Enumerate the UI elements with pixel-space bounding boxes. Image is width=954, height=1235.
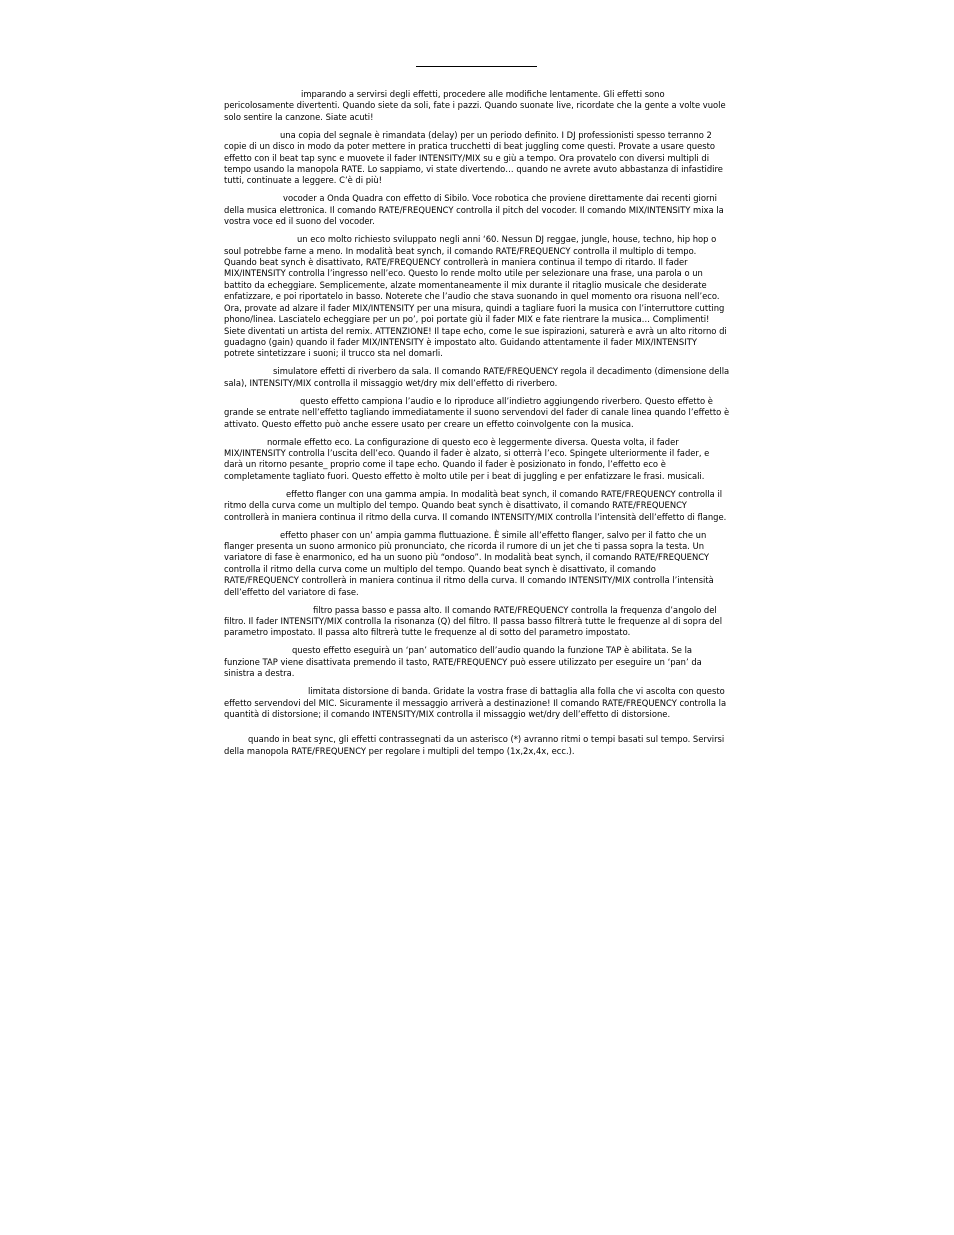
paragraph-delay: una copia del segnale è rimandata (delay) per un periodo definito. I DJ professionisti spesso terranno 2 copie di un disco in modo da poter mettere in pratica trucchetti di beat juggling come questi. Provate a usare questo effetto con il beat tap sync e muovete il fader INTENSITY/MIX su e giù a tempo. Ora provatelo con diversi multipli di tempo usando la manopola RATE. Lo sappiamo, vi state divertendo… quando ne avrete avuto abbastanza di infastidire tutti, continuate a leggere. C’è di più! (224, 129, 723, 186)
document-body (224, 89, 730, 764)
paragraph-phaser: effetto phaser con un’ ampia gamma fluttuazione. È simile all’effetto flanger, salvo per il fatto che un flanger presenta un suono armonico più pronunciato, che ricorda il rumore di un jet che ti passa sopra la testa. Un variatore di fase è enarmonico, ed ha un suono più “ondoso”. In modalità beat synch, il comando RATE/FREQUENCY controlla il ritmo della curva come un multiplo del tempo. Quando beat synch è disattivato, il comando RATE/FREQUENCY controllerà in maniera continua il ritmo della curva. Il comando INTENSITY/MIX controlla l’intensità dell’effetto del variatore di fase. (224, 529, 714, 597)
paragraph-reverse: questo effetto campiona l’audio e lo riproduce all’indietro aggiungendo riverbero. Questo effetto è grande se entrate nell’effetto tagliando immediatamente il suono servendovi del fader di canale linea quando l’effetto è attivato. Questo effetto può anche essere usato per creare un effetto coinvolgente con la musica. (224, 395, 730, 429)
paragraph-reverb: simulatore effetti di riverbero da sala. Il comando RATE/FREQUENCY regola il decadimento (dimensione della sala), INTENSITY/MIX controlla il missaggio wet/dry mix dell’effetto di riverbero. (224, 366, 730, 388)
paragraph-note: quando in beat sync, gli effetti contrassegnati da un asterisco (*) avranno ritmi o tempi basati sul tempo. Servirsi della manopola RATE/FREQUENCY per regolare i multipli del tempo (1x,2x,4x, ecc.). (224, 734, 725, 756)
paragraph-distortion: limitata distorsione di banda. Gridate la vostra frase di battaglia alla folla che vi ascolta con questo effetto servendovi del MIC. Sicuramente il messaggio arriverà a destinazione! Il comando RATE/FREQUENCY controlla la quantità di distorsione; il comando INTENSITY/MIX controlla il missaggio wet/dry dell’effetto di distorsione. (224, 686, 727, 720)
paragraph-filter: filtro passa basso e passa alto. Il comando RATE/FREQUENCY controlla la frequenza d’angolo del filtro. Il fader INTENSITY/MIX controlla la risonanza (Q) del filtro. Il passa basso filtrerà tutte le frequenze al di sopra del parametro impostato. Il passa alto filtrerà tutte le frequenze al di sotto del parametro impostato. (224, 604, 723, 638)
paragraph-vocoder: vocoder a Onda Quadra con effetto di Sibilo. Voce robotica che proviene direttamente dai recenti giorni della musica elettronica. Il comando RATE/FREQUENCY controlla il pitch del vocoder. Il comando MIX/INTENSITY mixa la vostra voce ed il suono del vocoder. (224, 193, 724, 227)
paragraph-intro: imparando a servirsi degli effetti, procedere alle modifiche lentamente. Gli effetti sono pericolosamente divertenti. Quando siete da soli, fate i pazzi. Quando suonate live, ricordate che la gente a volte vuole solo sentire la canzone. Siate acuti! (224, 89, 726, 122)
paragraph-pan: questo effetto eseguirà un ‘pan’ automatico dell’audio quando la funzione TAP è abilitata. Se la funzione TAP viene disattivata premendo il tasto, RATE/FREQUENCY può essere utilizzato per eseguire un ‘pan’ da sinistra a destra. (224, 645, 702, 679)
paragraph-flanger: effetto flanger con una gamma ampia. In modalità beat synch, il comando RATE/FREQUENCY controlla il ritmo della curva come un multiplo del tempo. Quando beat synch è disattivato, il comando RATE/FREQUENCY controllerà in maniera continua il ritmo della curva. Il comando INTENSITY/MIX controlla l’intensità dell’effetto di flange. (224, 488, 727, 522)
paragraph-echo: normale effetto eco. La configurazione di questo eco è leggermente diversa. Questa volta, il fader MIX/INTENSITY controlla l’uscita dell’eco. Quando il fader è alzato, si otterrà l’eco. Spingete ulteriormente il fader, e darà un ritorno pesante_ proprio come il tape echo. Quando il fader è posizionato in fondo, l’effetto eco è completamente tagliato fuori. Questo effetto è molto utile per i beat di juggling e per enfatizzare le frasi. musicali. (224, 436, 710, 481)
top-rule (416, 66, 537, 67)
paragraph-tape-echo: un eco molto richiesto sviluppato negli anni ‘60. Nessun DJ reggae, jungle, house, techno, hip hop o soul potrebbe farne a meno. In modalità beat synch, il comando RATE/FREQUENCY controlla il multiplo di tempo. Quando beat synch è disattivato, RATE/FREQUENCY controllerà in maniera continua il tempo di ritardo. Il fader MIX/INTENSITY controlla l’ingresso nell’eco. Questo lo rende molto utile per selezionare una frase, una parola o un battito da echeggiare. Semplicemente, alzate momentaneamente il mix durante il ritaglio musicale che desiderate enfatizzare, e poi riportatelo in basso. Noterete che l’audio che stava suonando in quel momento ora risuona nell’eco. Ora, provate ad alzare il fader MIX/INTENSITY per una misura, quindi a tagliare fuori la musica con l’interruttore cutting phono/linea. Lasciatelo echeggiare per un po’, poi portate giù il fader MIX e fate rientrare la musica… Complimenti! Siete diventati un artista del remix. ATTENZIONE! Il tape echo, come le sue ispirazioni, saturerà e avrà un alto ritorno di guadagno (gain) quando il fader MIX/INTENSITY è impostato alto. Guidando attentamente il fader MIX/INTENSITY potrete sintetizzare i suoni; il trucco sta nel domarli. (224, 234, 727, 359)
